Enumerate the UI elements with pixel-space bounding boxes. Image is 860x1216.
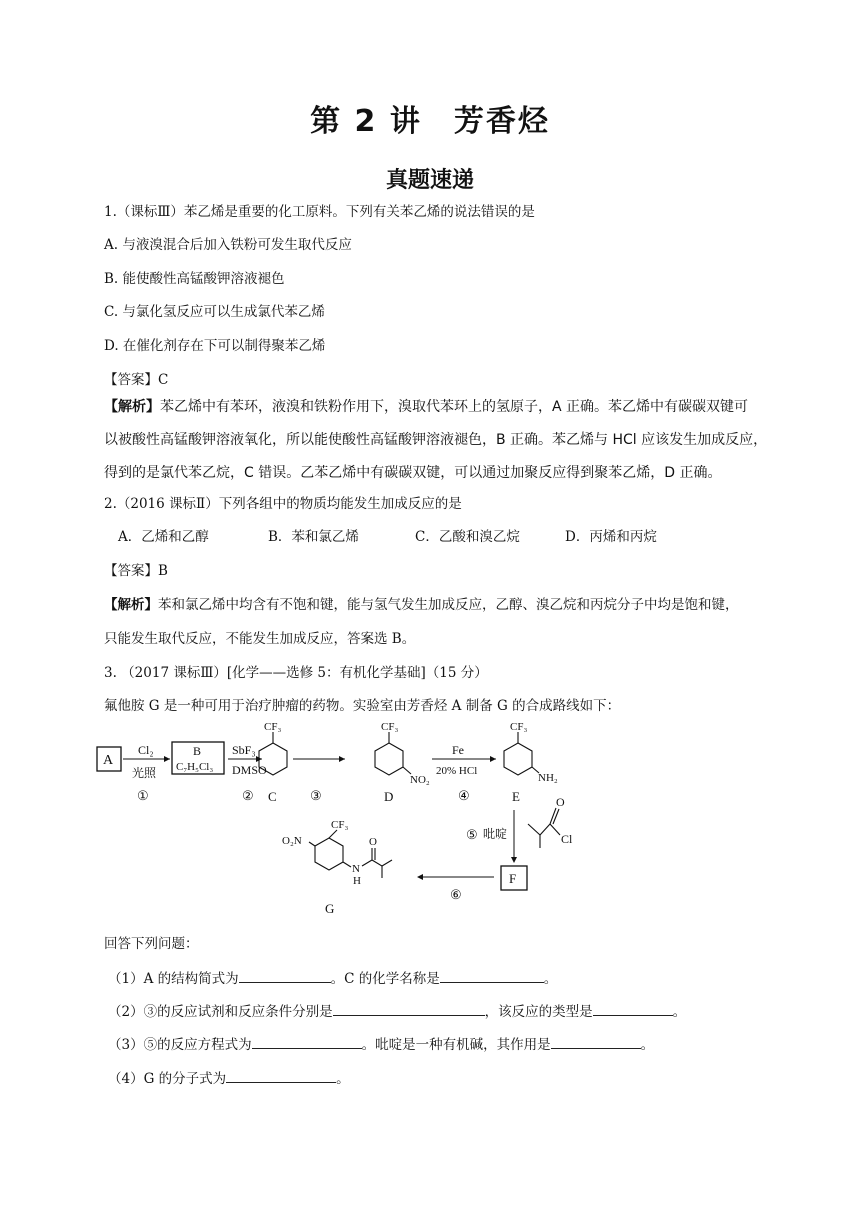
q2-option-c: C．乙酸和溴乙烷 <box>415 529 520 545</box>
q3-sub4 <box>108 1070 350 1088</box>
compound-d-no2: NO₂ <box>410 774 430 786</box>
q2-answer: 【答案】B <box>104 563 168 579</box>
q1-analysis-tag: 【解析】 <box>104 399 160 415</box>
step5-condition: 吡啶 <box>483 827 508 841</box>
q2-analysis-tag: 【解析】 <box>104 597 158 613</box>
compound-d-label: D <box>384 789 394 804</box>
q2-analysis-line1 <box>104 596 739 614</box>
compound-f-label: F <box>509 871 517 886</box>
compound-g-h: H <box>353 875 361 887</box>
q3-sub3 <box>108 1036 654 1054</box>
compound-a-label: A <box>103 753 114 768</box>
q1-option-c: C. 与氯化氢反应可以生成氯代苯乙烯 <box>104 304 325 320</box>
q1-option-b: B. 能使酸性高锰酸钾溶液褪色 <box>104 271 285 287</box>
q1-analysis-line3: 得到的是氯代苯乙烷，C 错误。乙苯乙烯中有碳碳双键，可以通过加聚反应得到聚苯乙烯，D 正确。 <box>104 465 722 481</box>
compound-e-nh2: NH₂ <box>538 772 558 784</box>
q3-sub1-text-a: （1）A 的结构简式为 <box>108 971 239 987</box>
q2-stem: 2.（2016 课标Ⅱ）下列各组中的物质均能发生加成反应的是 <box>104 496 462 512</box>
q3-sub2 <box>108 1003 686 1021</box>
compound-d-cf3: CF₃ <box>381 721 399 733</box>
q3-sub3-text-c: 。 <box>640 1037 655 1053</box>
compound-e-ring <box>504 743 532 775</box>
q3-sub4-blank1[interactable] <box>226 1070 336 1083</box>
q2-options-row <box>118 528 657 546</box>
step3-number: ③ <box>310 788 322 803</box>
q2-option-a: A．乙烯和乙醇 <box>118 529 209 545</box>
acyl-cl: Cl <box>561 832 573 846</box>
q3-sub1-blank2[interactable] <box>440 970 544 983</box>
q3-sub1-text-b: 。C 的化学名称是 <box>330 971 440 987</box>
q3-sub1-text-c: 。 <box>543 971 558 987</box>
step4-number: ④ <box>458 788 470 803</box>
synthesis-scheme <box>0 720 860 920</box>
q2-option-b: B．苯和氯乙烯 <box>268 529 359 545</box>
step1-reagent: Cl₂ <box>138 743 154 757</box>
q3-intro: 氟他胺 G 是一种可用于治疗肿瘤的药物。实验室由芳香烃 A 制备 G 的合成路线如下： <box>104 698 621 714</box>
compound-c-cf3: CF₃ <box>264 721 282 733</box>
compound-e-label: E <box>512 789 520 804</box>
step2-number: ② <box>242 788 254 803</box>
q3-sub3-blank1[interactable] <box>252 1036 362 1049</box>
q2-option-d: D．丙烯和丙烷 <box>565 529 657 545</box>
step4-condition: 20% HCl <box>436 765 478 777</box>
q3-sub2-blank2[interactable] <box>593 1003 673 1016</box>
q2-analysis-line2: 只能发生取代反应，不能发生加成反应，答案选 B。 <box>104 631 416 647</box>
q3-sub4-text-a: （4）G 的分子式为 <box>108 1071 227 1087</box>
compound-e-cf3: CF₃ <box>510 721 528 733</box>
step2-condition: DMSO <box>232 763 267 777</box>
q3-stem: 3. （2017 课标Ⅲ）[化学——选修 5：有机化学基础]（15 分） <box>104 665 488 681</box>
isobutyryl-chloride <box>528 808 560 848</box>
compound-c-label: C <box>268 789 277 804</box>
q1-stem: 1.（课标Ⅲ）苯乙烯是重要的化工原料。下列有关苯乙烯的说法错误的是 <box>104 204 535 220</box>
q3-sub1-blank1[interactable] <box>239 970 331 983</box>
step1-number: ① <box>137 788 149 803</box>
q1-analysis-line1 <box>104 398 748 416</box>
q3-sub4-text-b: 。 <box>336 1071 350 1087</box>
compound-d-ring <box>375 743 403 775</box>
compound-b-formula: C₇H₅Cl₃ <box>176 761 214 773</box>
compound-g-label: G <box>325 901 335 916</box>
step1-condition: 光照 <box>132 766 157 780</box>
q1-analysis-text1: 苯乙烯中有苯环，液溴和铁粉作用下，溴取代苯环上的氢原子，A 正确。苯乙烯中有碳碳双键可 <box>160 399 749 415</box>
acyl-o: O <box>556 795 565 809</box>
q1-option-a: A. 与液溴混合后加入铁粉可发生取代反应 <box>104 237 352 253</box>
q3-sub3-blank2[interactable] <box>551 1036 641 1049</box>
q2-analysis-text1: 苯和氯乙烯中均含有不饱和键，能与氢气发生加成反应，乙醇、溴乙烷和丙烷分子中均是饱和键， <box>158 597 739 613</box>
compound-g-o2n: O₂N <box>282 835 302 847</box>
step6-number: ⑥ <box>450 887 462 902</box>
q1-analysis-line2: 以被酸性高锰酸钾溶液氧化，所以能使酸性高锰酸钾溶液褪色，B 正确。苯乙烯与 HCl 应该发生加成反应， <box>104 432 768 448</box>
compound-g-structure <box>309 830 392 878</box>
q3-sub1 <box>108 970 557 988</box>
compound-g-cf3: CF₃ <box>331 819 349 831</box>
q3-sub2-text-b: ，该反应的类型是 <box>484 1004 593 1020</box>
compound-g-n: N <box>352 863 360 875</box>
q3-sub2-text-a: （2）③的反应试剂和反应条件分别是 <box>108 1004 333 1020</box>
q3-prompt: 回答下列问题： <box>104 936 199 952</box>
q3-sub2-blank1[interactable] <box>333 1003 485 1016</box>
q3-sub2-text-c: 。 <box>672 1004 687 1020</box>
q1-option-d: D. 在催化剂存在下可以制得聚苯乙烯 <box>104 338 326 354</box>
step5-number: ⑤ <box>466 827 478 842</box>
compound-b-label: B <box>193 744 202 758</box>
step4-reagent: Fe <box>452 743 464 757</box>
page-title: 第 2 讲 芳香烃 <box>310 104 550 139</box>
q3-sub3-text-a: （3）⑤的反应方程式为 <box>108 1037 252 1053</box>
compound-g-o: O <box>369 836 377 848</box>
section-title: 真题速递 <box>385 168 474 193</box>
q3-sub3-text-b: 。吡啶是一种有机碱，其作用是 <box>361 1037 551 1053</box>
q1-answer: 【答案】C <box>104 372 169 388</box>
step2-reagent: SbF₃ <box>232 743 256 757</box>
